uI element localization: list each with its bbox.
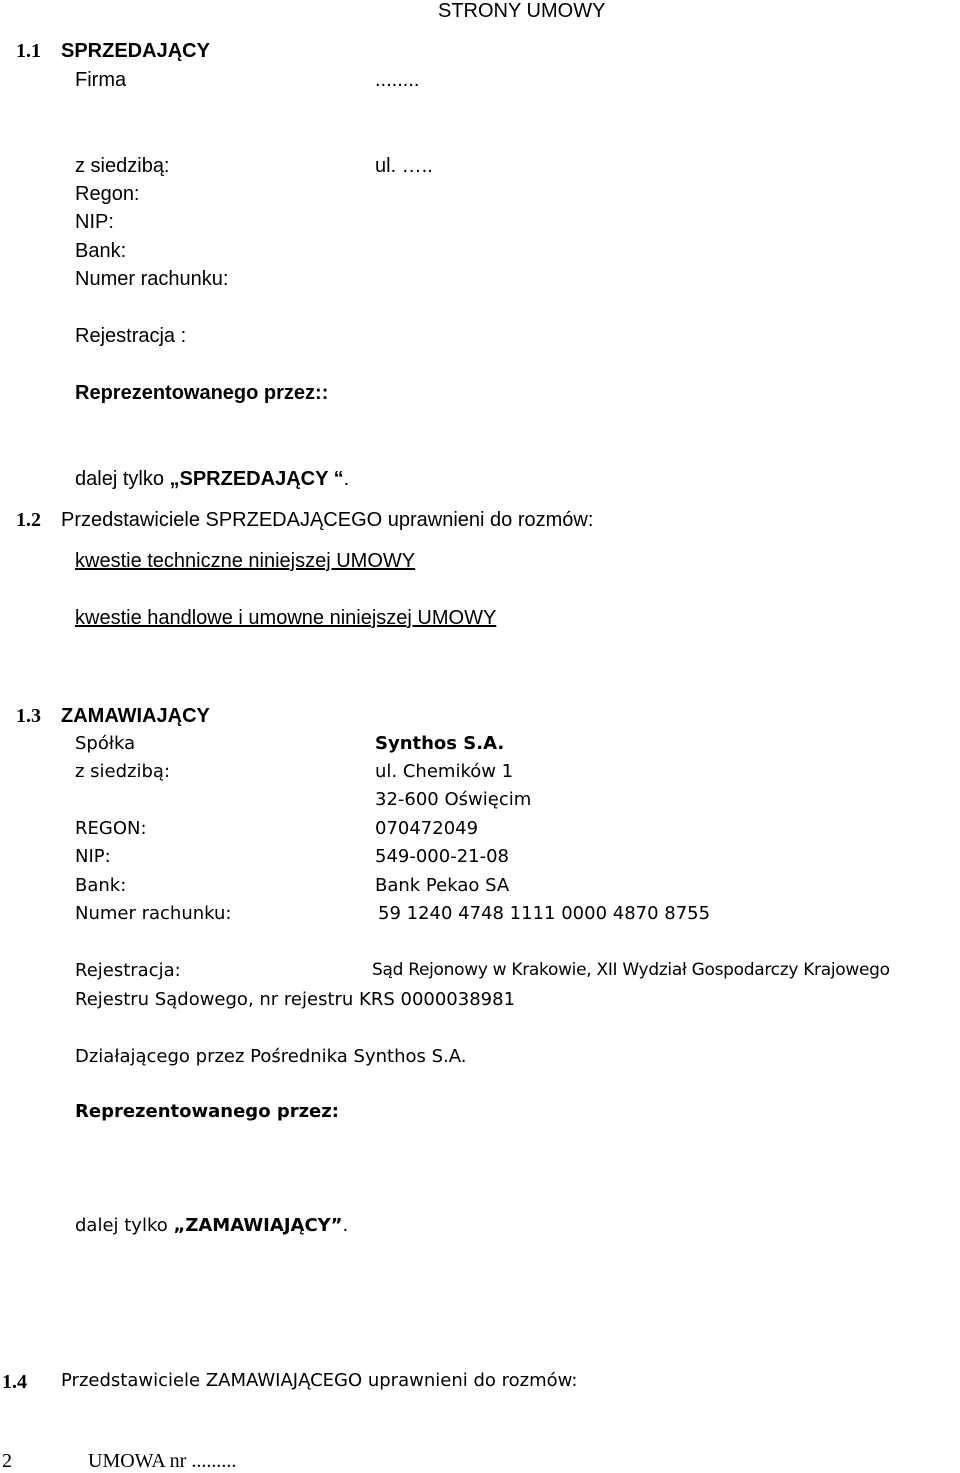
seller-reps-commercial: kwestie handlowe i umowne niniejszej UMOWY <box>75 607 497 629</box>
seller-firma-value: ........ <box>375 69 420 91</box>
footer-doc-title: UMOWA nr ......... <box>88 1450 237 1472</box>
buyer-nip-label: NIP: <box>75 846 111 867</box>
seller-siedziba-label: z siedzibą: <box>75 155 170 177</box>
section-number-1-2: 1.2 <box>16 509 41 531</box>
seller-nip-label: NIP: <box>75 211 114 233</box>
seller-hereinafter-prefix: dalej tylko <box>75 468 170 490</box>
buyer-represented-label: Reprezentowanego przez: <box>75 1101 339 1122</box>
buyer-street: ul. Chemików 1 <box>375 761 514 782</box>
buyer-account-label: Numer rachunku: <box>75 903 232 924</box>
buyer-heading: ZAMAWIAJĄCY <box>61 705 210 727</box>
buyer-regon-label: REGON: <box>75 818 147 839</box>
buyer-bank-value: Bank Pekao SA <box>375 875 510 896</box>
seller-heading: SPRZEDAJĄCY <box>61 40 210 62</box>
buyer-reps-heading: Przedstawiciele ZAMAWIAJĄCEGO uprawnieni do rozmów: <box>61 1370 578 1391</box>
section-number-1-1: 1.1 <box>16 40 41 62</box>
buyer-hereinafter <box>75 1217 348 1235</box>
buyer-company-label: Spółka <box>75 733 136 754</box>
seller-hereinafter <box>75 469 349 489</box>
seller-hereinafter-name: „SPRZEDAJĄCY “ <box>169 468 344 490</box>
seller-represented-label: Reprezentowanego przez:: <box>75 382 329 404</box>
seller-reps-technical: kwestie techniczne niniejszej UMOWY <box>75 550 416 572</box>
buyer-hereinafter-prefix: dalej tylko <box>75 1215 174 1236</box>
seller-reps-heading: Przedstawiciele SPRZEDAJĄCEGO uprawnieni do rozmów: <box>61 509 594 531</box>
buyer-bank-label: Bank: <box>75 875 127 896</box>
buyer-hereinafter-suffix: . <box>342 1215 349 1236</box>
buyer-account-value: 59 1240 4748 1111 0000 4870 8755 <box>378 903 711 924</box>
buyer-city: 32-600 Oświęcim <box>375 789 532 810</box>
buyer-company-value: Synthos S.A. <box>375 733 505 754</box>
seller-registration-label: Rejestracja : <box>75 325 187 347</box>
buyer-registration-continuation: Rejestru Sądowego, nr rejestru KRS 0000038981 <box>75 989 516 1010</box>
buyer-siedziba-label: z siedzibą: <box>75 761 171 782</box>
seller-account-label: Numer rachunku: <box>75 268 229 290</box>
seller-hereinafter-suffix: . <box>343 468 350 490</box>
section-number-1-4: 1.4 <box>2 1371 27 1393</box>
buyer-registration-value: Sąd Rejonowy w Krakowie, XII Wydział Gospodarczy Krajowego <box>372 960 890 980</box>
buyer-nip-value: 549-000-21-08 <box>375 846 510 867</box>
buyer-registration-label: Rejestracja: <box>75 960 181 981</box>
seller-siedziba-value: ul. ….. <box>375 155 433 177</box>
seller-firma-label: Firma <box>75 69 127 91</box>
page-number: 2 <box>2 1450 12 1472</box>
seller-bank-label: Bank: <box>75 240 127 262</box>
section-number-1-3: 1.3 <box>16 705 41 727</box>
buyer-regon-value: 070472049 <box>375 818 479 839</box>
buyer-hereinafter-name: „ZAMAWIAJĄCY” <box>173 1215 343 1236</box>
seller-regon-label: Regon: <box>75 183 140 205</box>
document-title: STRONY UMOWY <box>438 0 606 22</box>
buyer-acting-through: Działającego przez Pośrednika Synthos S.A. <box>75 1046 467 1067</box>
